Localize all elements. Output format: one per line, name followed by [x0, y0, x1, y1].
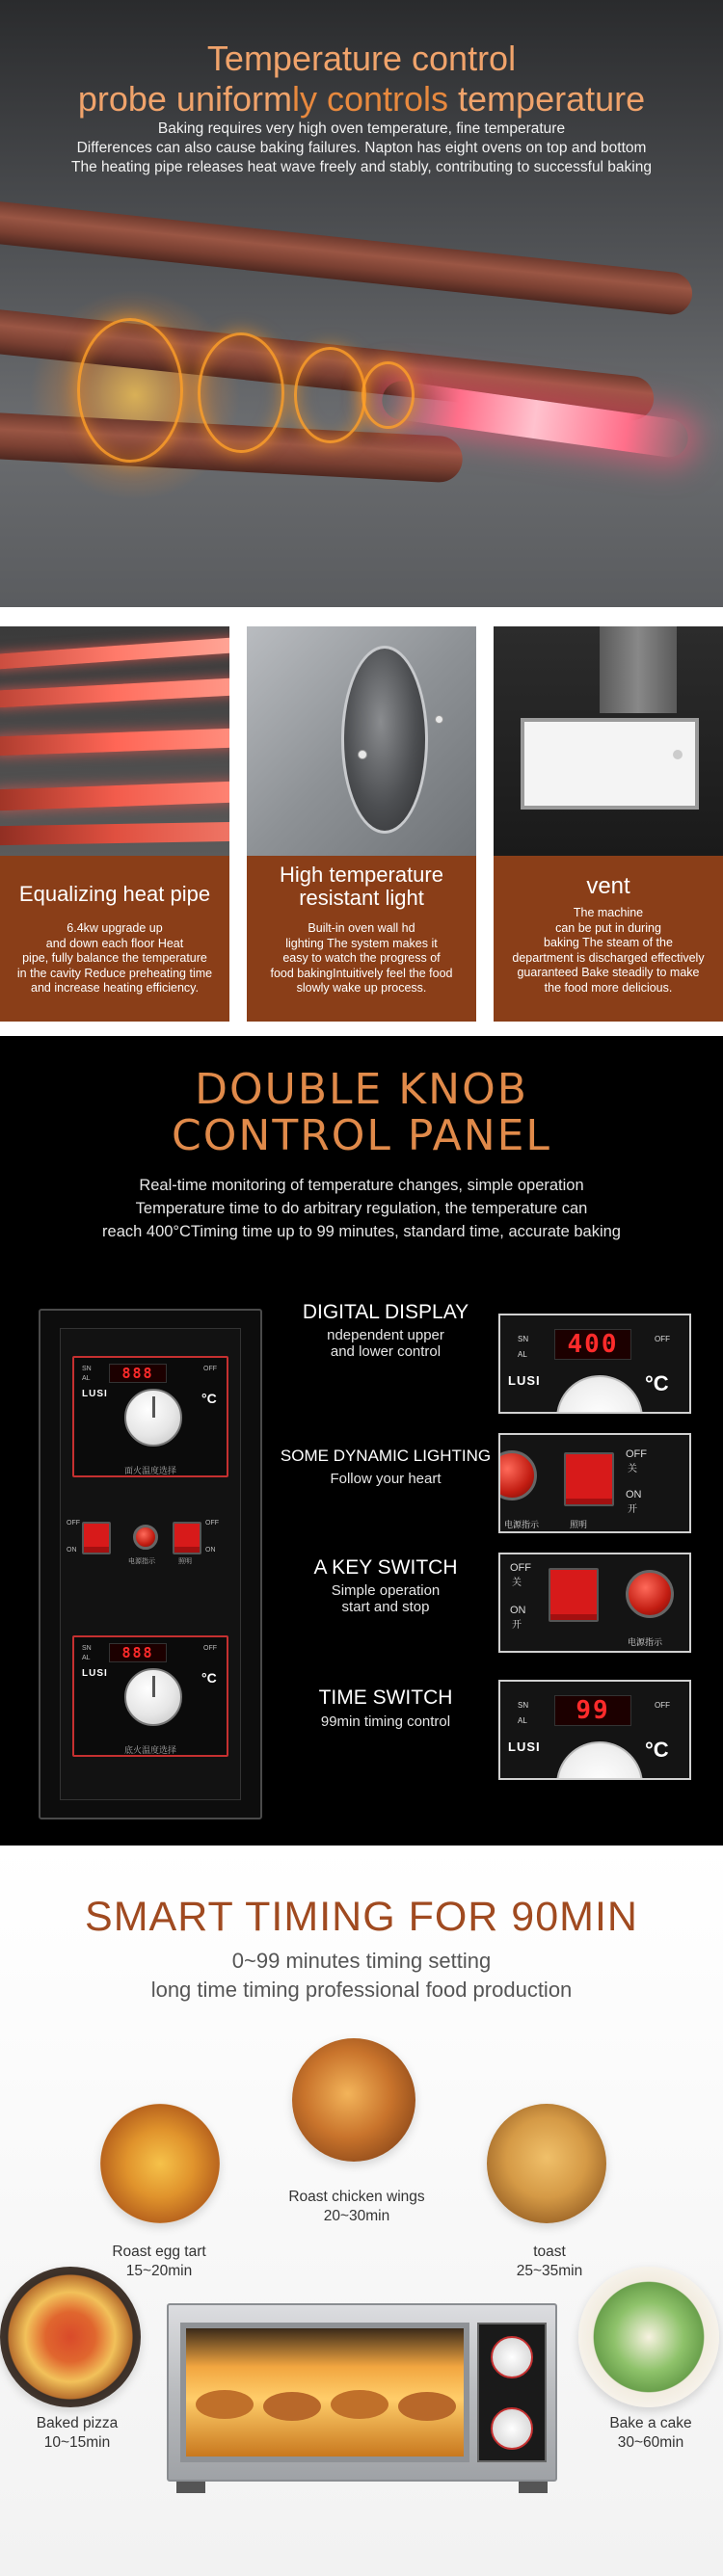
features-section — [0, 626, 723, 1022]
hero-description — [0, 120, 723, 177]
off-cn-label: 关 — [512, 1578, 522, 1588]
feature-text-line: The machine — [573, 906, 644, 919]
off-label: OFF — [655, 1701, 670, 1710]
feature-text-line: 6.4kw upgrade up — [67, 921, 163, 935]
top-dial-caption: 面火温度选择 — [123, 1466, 176, 1475]
top-temperature-knob[interactable] — [124, 1389, 182, 1447]
power-lamp-caption: 电源指示 — [628, 1637, 663, 1647]
off-label: OFF — [203, 1366, 217, 1372]
indicator-lamp-zoom — [498, 1450, 537, 1500]
hero-title — [0, 39, 723, 120]
feature-card-heat-pipe — [0, 626, 229, 1022]
power-lamp-caption: 电源指示 — [504, 1520, 540, 1529]
chicken-wings-image — [292, 2038, 415, 2162]
control-title-line2: CONTROL PANEL — [172, 1111, 551, 1160]
power-rocker-zoom — [549, 1568, 599, 1622]
food-name: Roast chicken wings — [288, 2189, 425, 2205]
dial-arc — [556, 1741, 643, 1780]
power-rocker-switch[interactable] — [82, 1522, 111, 1554]
toast-label — [472, 2243, 627, 2281]
time-switch-title: TIME SWITCH — [318, 1686, 453, 1709]
heat-pipe-photo — [0, 626, 229, 856]
heat-ring — [294, 347, 366, 443]
zoom-temperature-display: 400 — [554, 1329, 631, 1360]
sub-line: ndependent upper — [327, 1327, 444, 1343]
feature-text-line: slowly wake up process. — [296, 981, 427, 995]
feature-text-line: guaranteed Bake steadily to make — [517, 966, 700, 979]
sub-line: Simple operation — [331, 1582, 441, 1599]
key-switch-title: A KEY SWITCH — [313, 1556, 458, 1579]
celsius-label: °C — [645, 1738, 669, 1762]
smart-timing-section — [0, 1846, 723, 2576]
hero-title-line2a: probe uniform — [77, 79, 292, 119]
heat-ring — [198, 332, 284, 453]
bottom-temperature-display: 888 — [109, 1643, 167, 1662]
brand-label: LUSI — [508, 1739, 541, 1754]
feature-panel — [247, 856, 476, 1022]
feature-title: Equalizing heat pipe — [18, 882, 211, 906]
right-off-label: OFF — [205, 1520, 219, 1527]
light-caption: 照明 — [570, 1520, 588, 1529]
heat-ring — [77, 318, 183, 463]
control-board-inner — [60, 1328, 241, 1800]
cake-image — [578, 2267, 719, 2407]
right-on-label: ON — [205, 1547, 216, 1554]
hero-desc-line: The heating pipe releases heat wave freely and stably, contributing to successful baking — [71, 159, 652, 175]
off-label: OFF — [203, 1645, 217, 1652]
key-switch-sub — [280, 1582, 492, 1615]
hero-title-line2b: ly controls — [291, 79, 449, 119]
sub-line: and lower control — [330, 1343, 442, 1360]
food-time: 20~30min — [323, 2208, 390, 2224]
digital-display-zoom — [498, 1314, 691, 1414]
pizza-label — [0, 2414, 154, 2453]
feature-title-line: High temperature — [280, 863, 443, 887]
control-panel-section — [0, 1036, 723, 1846]
food-name: toast — [533, 2244, 566, 2260]
sn-label: SN — [518, 1701, 529, 1710]
oven-light-photo — [247, 626, 476, 856]
timer-display: 99 — [554, 1695, 631, 1726]
left-off-label: OFF — [67, 1520, 80, 1527]
power-indicator-lamp — [133, 1525, 158, 1550]
food-time: 15~20min — [125, 2263, 193, 2279]
feature-text-line: Built-in oven wall hd — [308, 921, 415, 935]
food-time: 30~60min — [617, 2434, 684, 2451]
feature-text-line: in the cavity Reduce preheating time — [16, 966, 213, 980]
key-switch-zoom — [498, 1553, 691, 1653]
control-title-line1: DOUBLE KNOB — [195, 1065, 528, 1114]
on-label: ON — [626, 1489, 642, 1500]
lighting-sub — [275, 1471, 496, 1487]
control-title — [0, 1067, 723, 1159]
vent-photo — [494, 626, 723, 856]
feature-card-vent — [494, 626, 723, 1022]
power-lamp-zoom — [626, 1570, 674, 1618]
sub-line: start and stop — [341, 1599, 430, 1615]
feature-title: vent — [586, 873, 630, 899]
timing-desc-line: 0~99 minutes timing setting — [231, 1949, 492, 1973]
light-rocker-zoom — [564, 1452, 614, 1506]
feature-text-line: lighting The system makes it — [285, 936, 438, 950]
celsius-label: °C — [201, 1670, 217, 1686]
brand-label: LUSI — [82, 1668, 108, 1679]
on-label: ON — [510, 1605, 526, 1616]
food-time: 25~35min — [516, 2263, 583, 2279]
bottom-heat-controller — [72, 1635, 228, 1757]
chicken-wings-label — [260, 2188, 453, 2226]
feature-text — [253, 921, 470, 996]
time-switch-sub — [280, 1713, 492, 1730]
food-name: Bake a cake — [609, 2415, 692, 2431]
celsius-label: °C — [645, 1371, 669, 1395]
control-desc-line: Temperature time to do arbitrary regulation, the temperature can — [135, 1200, 588, 1217]
feature-text-line: food bakingIntuitively feel the food — [270, 966, 453, 980]
timing-description — [0, 1947, 723, 2005]
toast-image — [487, 2104, 606, 2223]
light-caption: 照明 — [178, 1558, 192, 1565]
feature-text-line: the food more delicious. — [544, 980, 673, 995]
feature-text-line: department is discharged effectively — [512, 950, 705, 965]
food-name: Roast egg tart — [112, 2244, 206, 2260]
feature-card-light — [247, 626, 476, 1022]
feature-text — [499, 906, 717, 996]
feature-panel — [494, 856, 723, 1022]
feature-text — [6, 921, 224, 996]
off-cn-label: 关 — [628, 1464, 637, 1474]
off-label: OFF — [626, 1448, 647, 1460]
off-label: OFF — [510, 1562, 531, 1574]
timing-desc-line: long time timing professional food production — [150, 1978, 573, 2002]
control-board — [39, 1309, 262, 1819]
sub-line: Follow your heart — [330, 1471, 442, 1487]
sn-label: SN — [82, 1366, 92, 1372]
feature-title — [247, 863, 476, 910]
al-label: AL — [82, 1375, 91, 1382]
brand-label: LUSI — [508, 1373, 541, 1388]
feature-text-line: and down each floor Heat — [45, 936, 184, 950]
on-cn-label: 开 — [628, 1504, 637, 1515]
hero-desc-line: Baking requires very high oven temperature, fine temperature — [157, 120, 566, 137]
hero-title-line2c: temperature — [448, 79, 646, 119]
sn-label: SN — [518, 1335, 529, 1343]
oven-image — [167, 2303, 557, 2496]
light-rocker-switch[interactable] — [173, 1522, 201, 1554]
dial-arc — [556, 1375, 643, 1414]
sub-line: 99min timing control — [320, 1713, 451, 1730]
feature-text-line: baking The steam of the — [544, 936, 673, 949]
control-desc-line: reach 400°CTiming time up to 99 minutes, standard time, accurate baking — [102, 1223, 621, 1240]
cake-label — [578, 2414, 723, 2453]
feature-title-line: resistant light — [299, 886, 424, 910]
top-heat-controller — [72, 1356, 228, 1477]
feature-panel — [0, 856, 229, 1022]
lighting-zoom — [498, 1433, 691, 1533]
digital-display-title: DIGITAL DISPLAY — [302, 1301, 469, 1323]
food-name: Baked pizza — [36, 2415, 119, 2431]
on-cn-label: 开 — [512, 1620, 522, 1631]
bottom-temperature-knob[interactable] — [124, 1668, 182, 1726]
hero-section — [0, 0, 723, 607]
left-on-label: ON — [67, 1547, 77, 1554]
time-switch-zoom — [498, 1680, 691, 1780]
al-label: AL — [518, 1716, 527, 1725]
celsius-label: °C — [201, 1391, 217, 1406]
timing-title: SMART TIMING FOR 90MIN — [85, 1894, 638, 1940]
lighting-title: SOME DYNAMIC LIGHTING — [280, 1447, 492, 1465]
sn-label: SN — [82, 1645, 92, 1652]
heat-ring — [362, 361, 415, 429]
off-label: OFF — [655, 1335, 670, 1343]
control-description — [0, 1174, 723, 1243]
al-label: AL — [518, 1350, 527, 1359]
control-desc-line: Real-time monitoring of temperature changes, simple operation — [139, 1177, 584, 1194]
feature-text-line: and increase heating efficiency. — [31, 981, 199, 995]
feature-text-line: pipe, fully balance the temperature — [22, 951, 207, 965]
hero-title-line1: Temperature control — [206, 39, 517, 78]
al-label: AL — [82, 1655, 91, 1661]
bottom-dial-caption: 底火温度选择 — [123, 1745, 176, 1755]
top-temperature-display: 888 — [109, 1364, 167, 1383]
egg-tart-image — [100, 2104, 220, 2223]
brand-label: LUSI — [82, 1389, 108, 1399]
food-time: 10~15min — [43, 2434, 111, 2451]
feature-text-line: easy to watch the progress of — [282, 951, 441, 965]
feature-text-line: can be put in during — [555, 920, 661, 935]
digital-display-sub — [280, 1327, 492, 1360]
power-lamp-caption: 电源指示 — [128, 1558, 155, 1565]
hero-desc-line: Differences can also cause baking failures. Napton has eight ovens on top and bottom — [76, 140, 647, 156]
pizza-image — [0, 2267, 141, 2407]
